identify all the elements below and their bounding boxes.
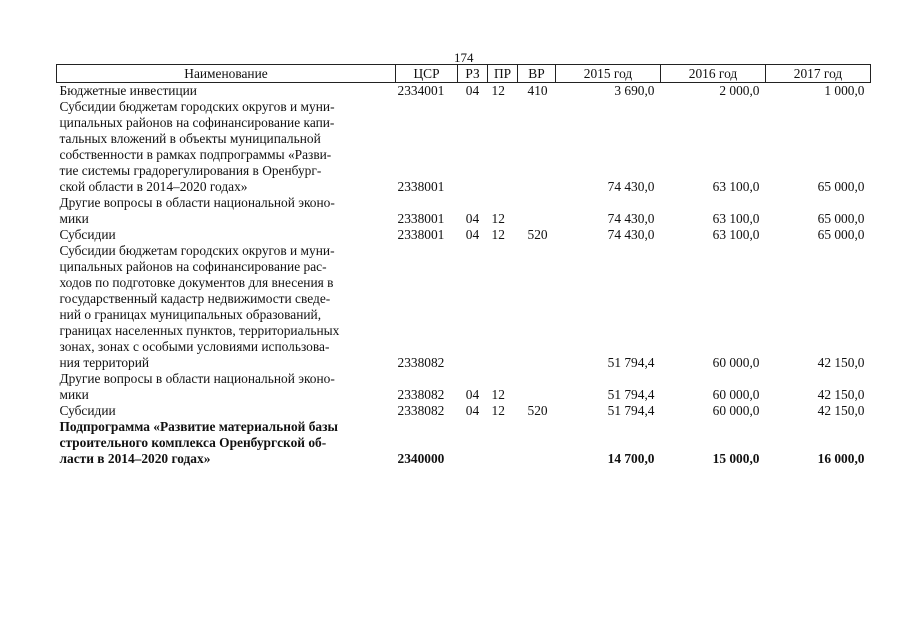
cell-name: Подпрограмма «Развитие материальной базы строительного комплекса Оренбургской об- ласти в 2014–2020 годах» [59,419,338,466]
cell-y2015: 51 794,4 [607,387,655,402]
cell-pr: 12 [491,387,505,402]
cell-csr: 2338082 [397,355,445,370]
table-row [57,195,871,227]
cell-y2016: 2 000,0 [719,83,760,98]
header-2016: 2016 год [661,65,766,83]
page-number: 174 [454,50,474,65]
cell-csr: 2338082 [397,403,445,418]
cell-pr: 12 [491,211,505,226]
cell-rz: 04 [465,83,480,98]
cell-pr: 12 [491,403,505,418]
table-row [57,99,871,195]
cell-rz: 04 [465,211,480,226]
cell-y2016: 60 000,0 [712,403,760,418]
cell-rz [458,419,488,467]
cell-pr: 12 [491,227,505,242]
cell-y2015: 51 794,4 [607,403,655,418]
cell-rz: 04 [465,227,480,242]
table-body [57,83,871,468]
cell-rz: 04 [465,403,480,418]
cell-vr: 520 [527,227,548,242]
cell-y2015: 74 430,0 [607,227,655,242]
budget-table [56,64,871,467]
cell-vr: 410 [527,83,548,98]
cell-name: Бюджетные инвестиции [59,83,197,98]
cell-y2015: 51 794,4 [607,355,655,370]
cell-rz [458,99,488,195]
cell-name: Субсидии [59,403,116,418]
cell-y2016: 63 100,0 [712,211,760,226]
cell-vr [518,243,556,371]
cell-y2015: 74 430,0 [607,211,655,226]
cell-csr: 2338001 [397,211,445,226]
header-rz: РЗ [458,65,488,83]
cell-y2016: 60 000,0 [712,355,760,370]
table-row [57,419,871,467]
table-row [57,227,871,243]
header-2017: 2017 год [766,65,871,83]
cell-y2015: 14 700,0 [607,451,655,466]
cell-y2015: 74 430,0 [607,179,655,194]
cell-name: Другие вопросы в области национальной эконо- мики [59,371,335,402]
cell-y2016: 60 000,0 [712,387,760,402]
cell-pr: 12 [491,83,505,98]
table-row [57,243,871,371]
cell-rz: 04 [465,387,480,402]
cell-y2017: 1 000,0 [824,83,865,98]
cell-vr: 520 [527,403,548,418]
cell-csr: 2338001 [397,179,445,194]
header-pr: ПР [488,65,518,83]
cell-y2016: 63 100,0 [712,227,760,242]
cell-csr: 2340000 [397,451,445,466]
cell-name: Субсидии бюджетам городских округов и муни- ципальных районов на софинансирование рас- ходов по подготовке документов для внесения в государственный кадастр недвижимости сведе- ний о границах муниципальных образований, границах населенных пунктов, территориальных зонах, зонах с особыми условиями использова- ния территорий [59,243,340,370]
cell-pr [488,99,518,195]
cell-pr [488,419,518,467]
cell-vr [518,99,556,195]
cell-vr [518,195,556,227]
cell-y2016: 63 100,0 [712,179,760,194]
header-csr: ЦСР [396,65,458,83]
cell-csr: 2338082 [397,387,445,402]
table-row [57,371,871,403]
cell-name: Другие вопросы в области национальной эконо- мики [59,195,335,226]
cell-y2015: 3 690,0 [614,83,655,98]
cell-pr [488,243,518,371]
cell-name: Субсидии бюджетам городских округов и муни- ципальных районов на софинансирование капи- тальных вложений в объекты муниципальной собственности в рамках подпрограммы «Разви- тие системы градорегулирования в Оренбург- ской области в 2014–2020 годах» [59,99,335,194]
cell-y2017: 42 150,0 [817,403,865,418]
cell-y2017: 16 000,0 [817,451,865,466]
cell-y2017: 65 000,0 [817,211,865,226]
header-vr: ВР [518,65,556,83]
header-2015: 2015 год [556,65,661,83]
cell-y2017: 65 000,0 [817,179,865,194]
cell-y2016: 15 000,0 [712,451,760,466]
cell-y2017: 65 000,0 [817,227,865,242]
cell-name: Субсидии [59,227,116,242]
cell-y2017: 42 150,0 [817,355,865,370]
header-name: Наименование [57,65,396,83]
table-header-row [57,65,871,83]
cell-vr [518,371,556,403]
cell-csr: 2338001 [397,227,445,242]
table-row [57,403,871,419]
cell-rz [458,243,488,371]
cell-vr [518,419,556,467]
table-row [57,83,871,100]
cell-y2017: 42 150,0 [817,387,865,402]
cell-csr: 2334001 [397,83,445,98]
